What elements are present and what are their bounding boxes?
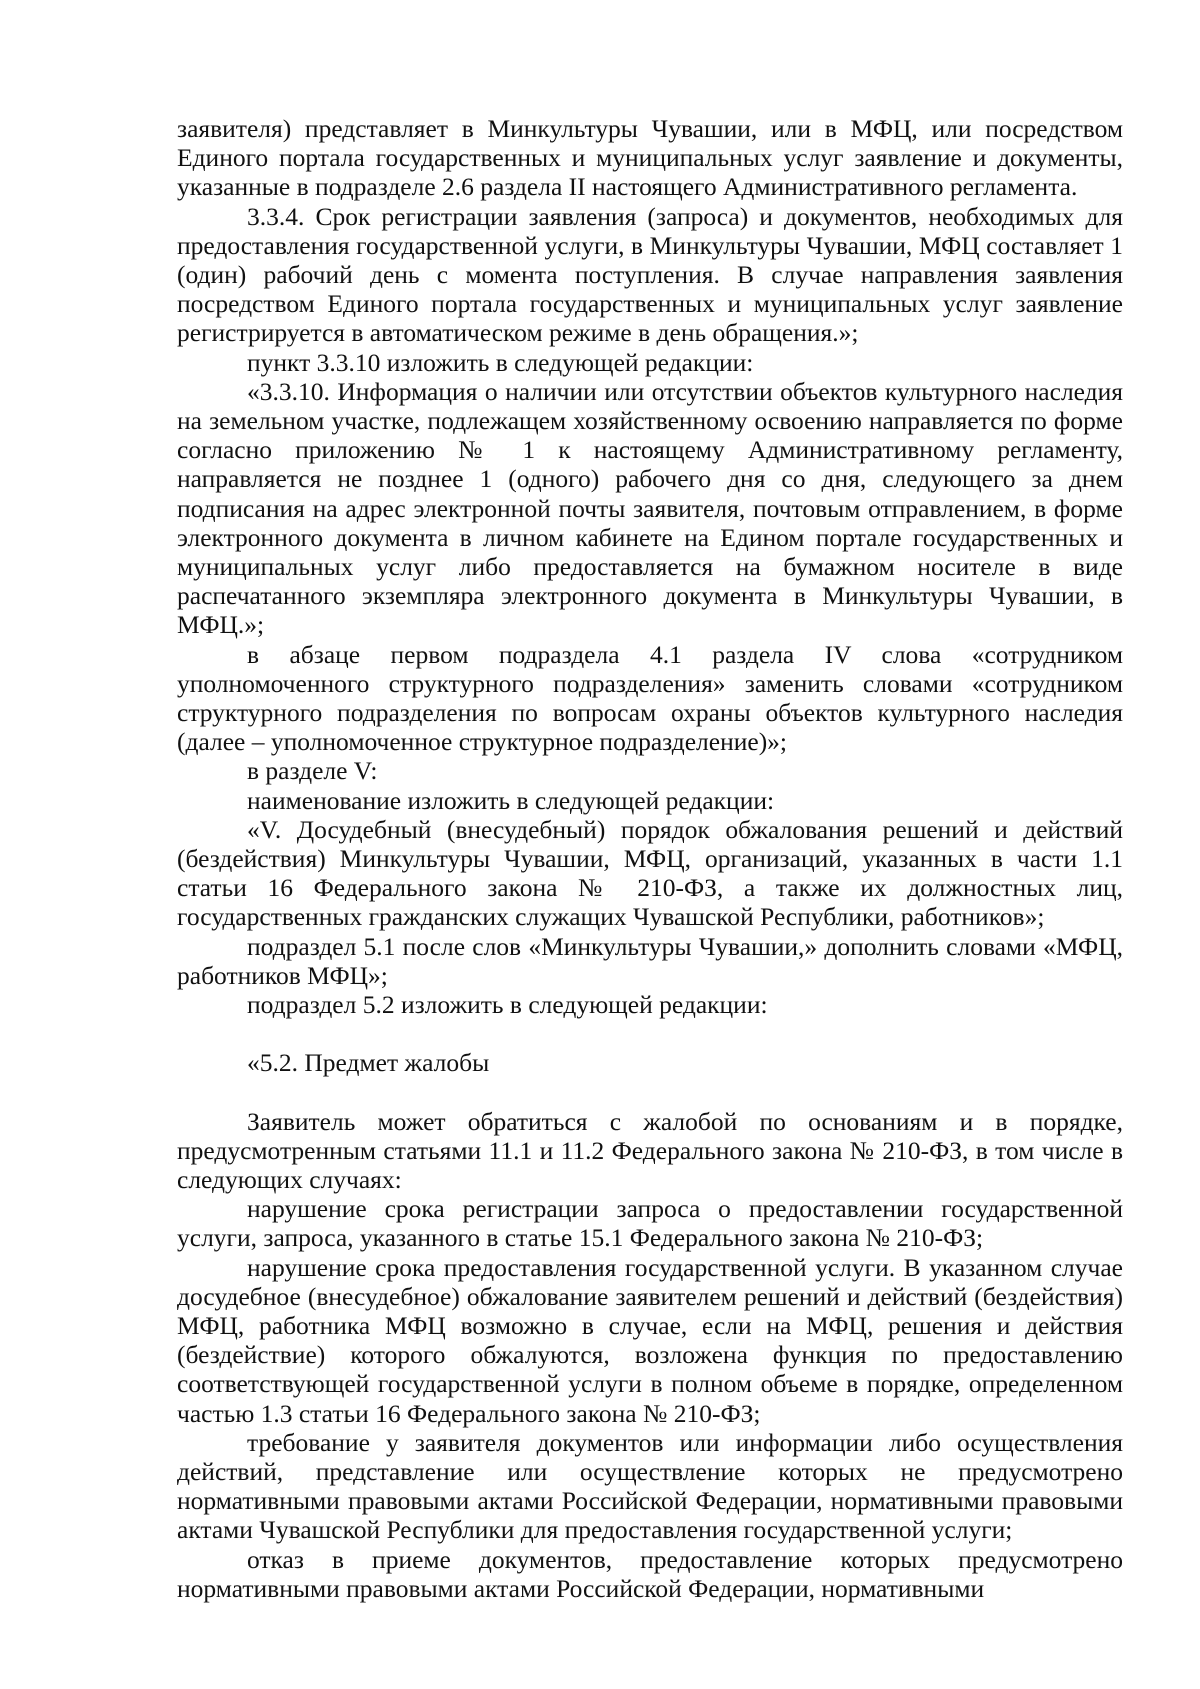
paragraph-3-3-10: «3.3.10. Информация о наличии или отсутствии объектов культурного наследия на земельном участке, подлежащем хозяйственному освоению направляется по форме согласно приложению № 1 к настоящему Административному регламенту, направляется не позднее 1 (одного) рабочего дня со дня, следующего за днем подписания на адрес электронной почты заявителя, почтовым отправлением, в форме электронного документа в личном кабинете на Едином портале государственных и муниципальных услуг либо предоставляется на бумажном носителе в виде распечатанного экземпляра электронного документа в Минкультуры Чувашии, в МФЦ.»;	[177, 376, 1123, 640]
paragraph-continuation: заявителя) представляет в Минкультуры Чувашии, или в МФЦ, или посредством Единого портала государственных и муниципальных услуг заявление и документы, указанные в подразделе 2.6 раздела II настоящего Административного регламента.	[177, 114, 1123, 202]
paragraph-section-4-1: в абзаце первом подраздела 4.1 раздела IV слова «сотрудником уполномоченного структурного подразделения» заменить словами «сотрудником структурного подразделения по вопросам охраны объектов культурного наследия (далее – уполномоченное структурное подразделение)»;	[177, 639, 1123, 757]
paragraph-instruction-3-3-10: пункт 3.3.10 изложить в следующей редакции:	[247, 347, 754, 377]
list-item-service-term: нарушение срока предоставления государственной услуги. В указанном случае досудебное (внесудебное) обжалование заявителем решений и действий (бездействия) МФЦ, работника МФЦ возможно в случае, если на МФЦ, решения и действия (бездействие) которого обжалуются, возложена функция по предоставлению соответствующей государственной услуги в полном объеме в порядке, определенном частью 1.3 статьи 16 Федерального закона № 210-ФЗ;	[177, 1252, 1123, 1428]
document-body	[177, 114, 1123, 1603]
list-item-documents-requirement: требование у заявителя документов или информации либо осуществления действий, представление или осуществление которых не предусмотрено нормативными правовыми актами Российской Федерации, нормативными правовыми актами Чувашской Республики для предоставления государственной услуги;	[177, 1427, 1123, 1545]
paragraph-5-1: подраздел 5.1 после слов «Минкультуры Чувашии,» дополнить словами «МФЦ, работников МФЦ»;	[177, 931, 1123, 990]
list-item-registration: нарушение срока регистрации запроса о предоставлении государственной услуги, запроса, указанного в статье 15.1 Федерального закона № 210-ФЗ;	[177, 1194, 1123, 1253]
paragraph-applicant: Заявитель может обратиться с жалобой по основаниям и в порядке, предусмотренным статьями 11.1 и 11.2 Федерального закона № 210-ФЗ, в том числе в следующих случаях:	[177, 1106, 1123, 1194]
list-item-refusal: отказ в приеме документов, предоставление которых предусмотрено нормативными правовыми актами Российской Федерации, нормативными	[177, 1544, 1123, 1603]
heading-5-2: «5.2. Предмет жалобы	[247, 1048, 490, 1078]
paragraph-title-instruction: наименование изложить в следующей редакции:	[247, 785, 775, 815]
paragraph-5-2-instruction: подраздел 5.2 изложить в следующей редакции:	[247, 990, 768, 1020]
paragraph-section-v-title: «V. Досудебный (внесудебный) порядок обжалования решений и действий (бездействия) Минкультуры Чувашии, МФЦ, организаций, указанных в части 1.1 статьи 16 Федерального закона № 210-ФЗ, а также их должностных лиц, государственных гражданских служащих Чувашской Республики, работников»;	[177, 814, 1123, 932]
paragraph-3-3-4: 3.3.4. Срок регистрации заявления (запроса) и документов, необходимых для предоставления государственной услуги, в Минкультуры Чувашии, МФЦ составляет 1 (один) рабочий день с момента поступления. В случае направления заявления посредством Единого портала государственных и муниципальных услуг заявление регистрируется в автоматическом режиме в день обращения.»;	[177, 201, 1123, 348]
paragraph-section-v: в разделе V:	[247, 756, 378, 786]
